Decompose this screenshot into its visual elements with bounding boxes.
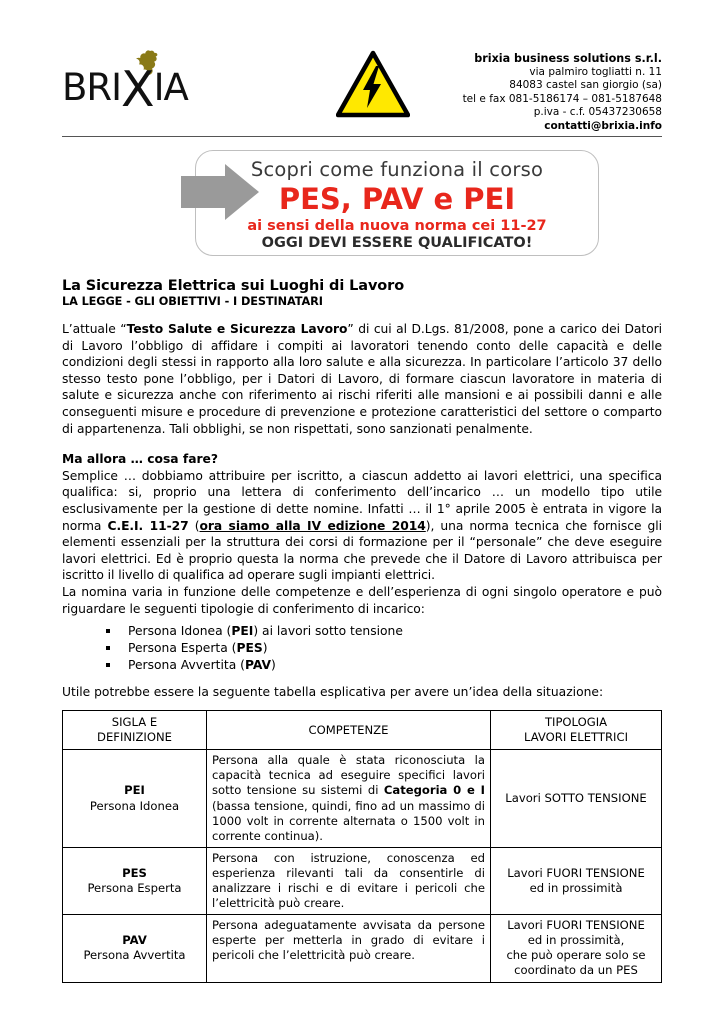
qualification-list — [62, 623, 662, 673]
cell-sigla — [63, 915, 207, 982]
company-email: contatti@brixia.info — [544, 119, 662, 132]
table-header-competenze — [207, 711, 491, 750]
section-subtitle: LA LEGGE - GLI OBIETTIVI - I DESTINATARI — [62, 295, 323, 308]
p2-part-c: ), una norma tecnica che fornisce gli elementi essenziali per la struttura dei corsi di formazione per il “personale” che deve eseguire lavori elettrici. Ed è proprio questa la norma che prevede che il Datore di Lavoro attribuisca per iscritto il livello di qualifica ad operare sugli impianti elettrici. — [62, 518, 663, 583]
table-header-row — [63, 711, 662, 750]
paragraph-nomina: La nomina varia in funzione delle competenze e dell’esperienza di ogni singolo operatore e può riguardare le seguenti tipologie di conferimento di incarico: — [62, 584, 662, 616]
table-header-tipologia — [491, 711, 662, 750]
header-sigla-line1: SIGLA E — [111, 715, 158, 730]
row-2-competenze: Persona adeguatamente avvisata da persone esperte per metterla in grado di evitare i pericoli che l’elettricità può creare. — [212, 918, 485, 963]
row-1-definizione: Persona Esperta — [87, 881, 182, 896]
row-2-tipologia-line4: coordinato da un PES — [514, 963, 638, 978]
company-name: brixia business solutions s.r.l. — [474, 52, 662, 65]
list-item — [106, 657, 662, 674]
row-0-competenze — [212, 753, 485, 844]
paragraph-law — [62, 321, 662, 437]
header-tipologia-line2: LAVORI ELETTRICI — [524, 730, 628, 745]
row-0-comp-a: Persona alla quale è stata riconosciuta la capacità tecnica ad eseguire specifici lavori sotto tensione su sistemi di — [212, 753, 485, 798]
banner-title: PES, PAV e PEI — [278, 182, 516, 216]
bullet-0-pre: Persona Idonea ( — [128, 624, 232, 639]
table-row — [63, 915, 662, 982]
company-address: via palmiro togliatti n. 11 — [529, 65, 662, 78]
row-1-tipologia-line1: Lavori FUORI TENSIONE — [507, 865, 645, 880]
bullet-1-post: ) — [262, 640, 268, 655]
row-1-tipologia-line2: ed in prossimità — [529, 881, 623, 896]
header-divider — [62, 136, 662, 137]
bullet-0-post: ) ai lavori sotto tensione — [253, 624, 403, 639]
row-2-tipologia-line1: Lavori FUORI TENSIONE — [507, 918, 645, 933]
p1-part-b: ” di cui al D.Lgs. 81/2008, pone a carico dei Datori di Lavoro l’obbligo di affidare i compiti ai lavoratori tenendo conto delle capacità e delle condizioni degli stessi in rapporto alla loro salute e alla sicurezza. In particolare l’articolo 37 dello stesso testo pone l’obbligo, per i Datori di Lavoro, di formare ciascun lavoratore in materia di salute e sicurezza anche con riferimento ai rischi riferiti alle mansioni e ai possibili danni e alle conseguenti misure e procedure di prevenzione e protezione caratteristici del settore o comparto di appartenenza. Tali obblighi, se non rispettati, sono sanzionati penalmente. — [62, 322, 662, 436]
p2-bold-underline-edition: ora siamo alla IV edizione 2014 — [199, 518, 426, 533]
row-2-tipologia-line3: che può operare solo se — [506, 948, 646, 963]
row-1-sigla: PES — [122, 865, 147, 880]
cell-tipologia — [491, 750, 662, 848]
company-city: 84083 castel san giorgio (sa) — [509, 79, 662, 92]
header-sigla-line2: DEFINIZIONE — [97, 730, 172, 745]
row-0-sigla: PEI — [124, 783, 145, 798]
cell-competenze — [207, 750, 491, 848]
bullet-0-code: PEI — [231, 624, 254, 639]
header-competenze-label: COMPETENZE — [308, 722, 389, 737]
bullet-2-post: ) — [271, 657, 276, 672]
p2-part-b: ( — [188, 518, 200, 533]
logo-text-post: IA — [153, 66, 188, 109]
p2-bold-norm: C.E.I. 11-27 — [107, 518, 189, 533]
row-0-definizione: Persona Idonea — [89, 798, 180, 813]
course-banner — [62, 144, 662, 264]
qualification-table — [62, 710, 662, 983]
row-1-competenze: Persona con istruzione, conoscenza ed esperienza rilevanti tali da consentirle di analizzare i rischi e di evitare i pericoli che l’elettricità può creare. — [212, 850, 485, 911]
cell-tipologia — [491, 847, 662, 914]
row-0-comp-b: (bassa tensione, quindi, fino ad un massimo di 1000 volt in corrente alternata o 1500 volt in corrente continua). — [212, 798, 485, 843]
brixia-wordmark — [62, 61, 188, 118]
banner-line-1: Scopri come funziona il corso — [250, 158, 544, 181]
row-2-definizione: Persona Avvertita — [83, 948, 186, 963]
cell-tipologia — [491, 915, 662, 982]
logo-text-pre: BRI — [62, 66, 122, 109]
company-contact-block — [463, 52, 662, 134]
document-header — [62, 0, 662, 132]
row-0-comp-bold: Categoria 0 e I — [383, 783, 485, 798]
row-0-tipologia-line1: Lavori SOTTO TENSIONE — [505, 791, 647, 805]
p1-bold-law-name: Testo Salute e Sicurezza Lavoro — [126, 322, 348, 336]
company-phone: tel e fax 081-5186174 – 081-5187648 — [462, 92, 662, 105]
header-tipologia-line1: TIPOLOGIA — [544, 715, 608, 730]
row-2-sigla: PAV — [122, 933, 147, 948]
p1-part-a: L’attuale “ — [62, 322, 127, 336]
electrical-hazard-icon — [336, 50, 410, 118]
table-header-sigla — [63, 711, 207, 750]
table-row — [63, 750, 662, 848]
banner-line-3: ai sensi della nuova norma cei 11-27 — [247, 218, 547, 234]
table-intro-text: Utile potrebbe essere la seguente tabella esplicativa per avere un’idea della situazione: — [62, 685, 604, 700]
table-row — [63, 847, 662, 914]
cell-sigla — [63, 847, 207, 914]
square-bullet-icon — [106, 663, 110, 667]
cell-competenze — [207, 847, 491, 914]
bullet-2-code: PAV — [244, 657, 272, 672]
list-item — [106, 623, 662, 640]
row-2-tipologia-line2: ed in prossimità, — [527, 933, 625, 948]
brixia-logo — [62, 52, 212, 118]
bullet-1-pre: Persona Esperta ( — [128, 640, 237, 655]
section-title: La Sicurezza Elettrica sui Luoghi di Lavoro — [62, 278, 405, 294]
bullet-1-code: PES — [236, 640, 263, 655]
p2-part-a: Semplice … dobbiamo attribuire per iscritto, a ciascun addetto ai lavori elettrici, una specifica qualifica: si, proprio una lettera di conferimento dell’incarico … un modello tipo utile esclusivamente per la gestione di dette nomine. Infatti … il 1° aprile 2005 è entrata in vigore la norma — [62, 468, 662, 533]
logo-text-x: X — [121, 61, 154, 118]
company-vat: p.iva - c.f. 05437230658 — [533, 106, 662, 119]
paragraph-norm — [62, 468, 662, 584]
banner-line-4: OGGI DEVI ESSERE QUALIFICATO! — [261, 235, 533, 251]
list-item — [106, 640, 662, 657]
cell-competenze — [207, 915, 491, 982]
question-heading: Ma allora … cosa fare? — [62, 452, 219, 467]
square-bullet-icon — [106, 629, 110, 633]
arrow-right-icon — [179, 162, 261, 230]
square-bullet-icon — [106, 646, 110, 650]
cell-sigla — [63, 750, 207, 848]
bullet-2-pre: Persona Avvertita ( — [128, 657, 245, 672]
